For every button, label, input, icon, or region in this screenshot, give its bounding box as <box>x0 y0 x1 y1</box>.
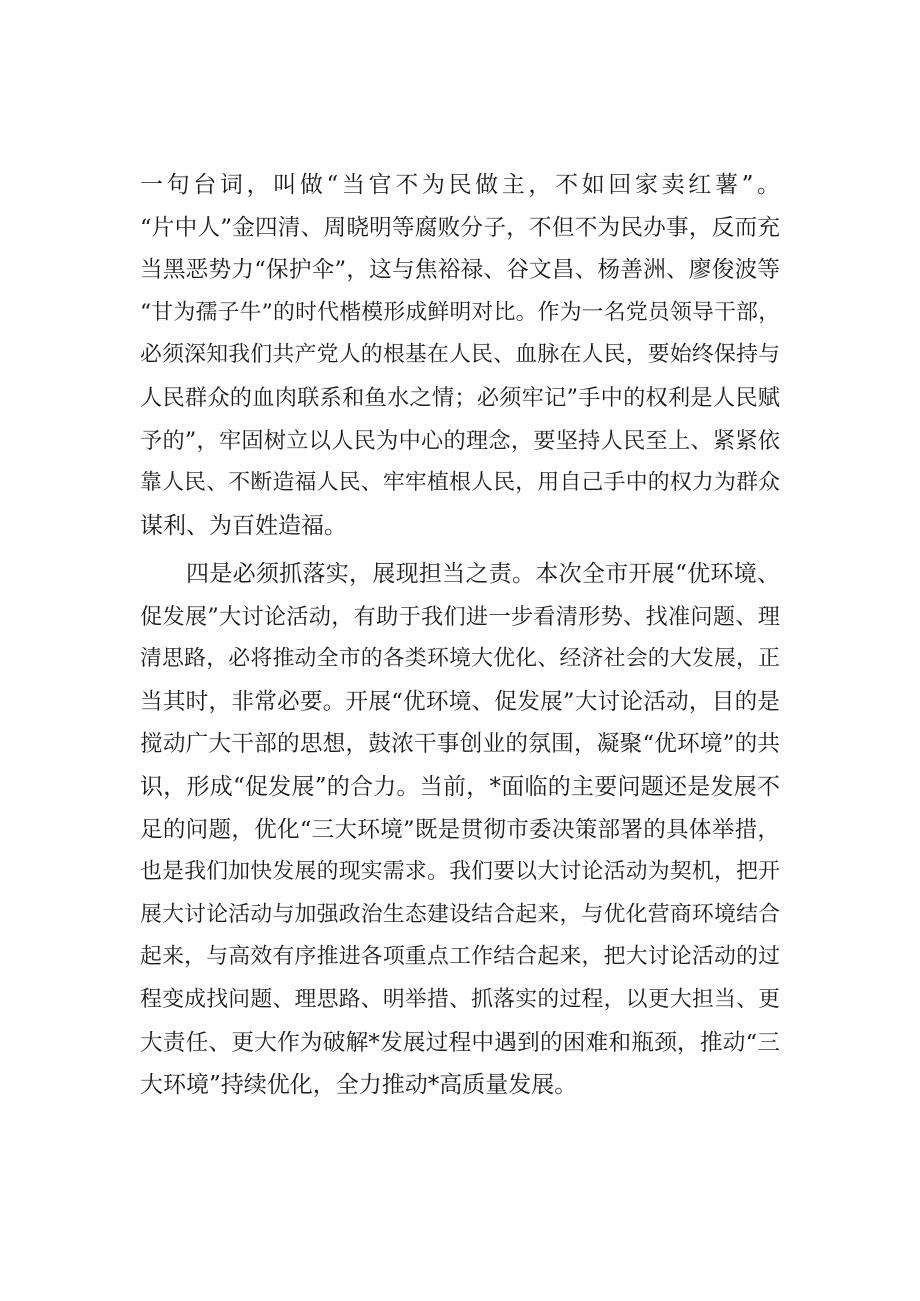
paragraph-1-line: “片中人”金四清、周晓明等腐败分子，不但不为民办事，反而充 <box>140 214 780 241</box>
paragraph-1-line: 靠人民、不断造福人民、牢牢植根人民，用自己手中的权力为群众 <box>140 470 780 496</box>
paragraph-2-line: 清思路，必将推动全市的各类环境大优化、经济社会的大发展，正 <box>140 646 780 672</box>
paragraph-2-line: 起来，与高效有序推进各项重点工作结合起来，把大讨论活动的过 <box>140 944 780 970</box>
paragraph-2-line: 展大讨论活动与加强政治生态建设结合起来，与优化营商环境结合 <box>140 901 780 927</box>
paragraph-2-line: 足的问题，优化“三大环境”既是贯彻市委决策部署的具体举措， <box>140 816 780 843</box>
paragraph-2-line: 当其时，非常必要。开展“优环境、促发展”大讨论活动，目的是 <box>140 688 780 715</box>
paragraph-1-line: 一句台词，叫做“当官不为民做主，不如回家卖红薯”。 <box>140 172 780 198</box>
paragraph-2-line: 程变成找问题、理思路、明举措、抓落实的过程，以更大担当、更 <box>140 986 780 1012</box>
paragraph-1 <box>140 164 780 547</box>
paragraph-1-line: 当黑恶势力“保护伞”，这与焦裕禄、谷文昌、杨善洲、廖俊波等 <box>140 257 780 284</box>
paragraph-2-line: 大环境”持续优化，全力推动*高质量发展。 <box>140 1072 578 1099</box>
paragraph-2-line: 搅动广大干部的思想，鼓浓干事创业的氛围，凝聚“优环境”的共 <box>140 731 780 758</box>
paragraph-1-line: 必须深知我们共产党人的根基在人民、血脉在人民，要始终保持与 <box>140 342 780 368</box>
paragraph-1-line: 予的”，牢固树立以人民为中心的理念，要坚持人民至上、紧紧依 <box>140 427 780 454</box>
paragraph-1-line: 谋利、为百姓造福。 <box>140 512 347 539</box>
paragraph-2 <box>140 553 780 1107</box>
paragraph-2-line: 大责任、更大作为破解*发展过程中遇到的困难和瓶颈，推动“三 <box>140 1029 780 1056</box>
paragraph-2-line: 也是我们加快发展的现实需求。我们要以大讨论活动为契机，把开 <box>140 859 780 885</box>
paragraph-2-line: 促发展”大讨论活动，有助于我们进一步看清形势、找准问题、理 <box>140 603 780 630</box>
paragraph-1-line: “甘为孺子牛”的时代楷模形成鲜明对比。作为一名党员领导干部， <box>140 299 780 325</box>
paragraph-2-line: 四是必须抓落实，展现担当之责。本次全市开展“优环境、 <box>186 561 780 587</box>
paragraph-2-line: 识，形成“促发展”的合力。当前，*面临的主要问题还是发展不 <box>140 773 780 800</box>
paragraph-1-line: 人民群众的血肉联系和鱼水之情；必须牢记”手中的权利是人民赋 <box>140 384 780 411</box>
